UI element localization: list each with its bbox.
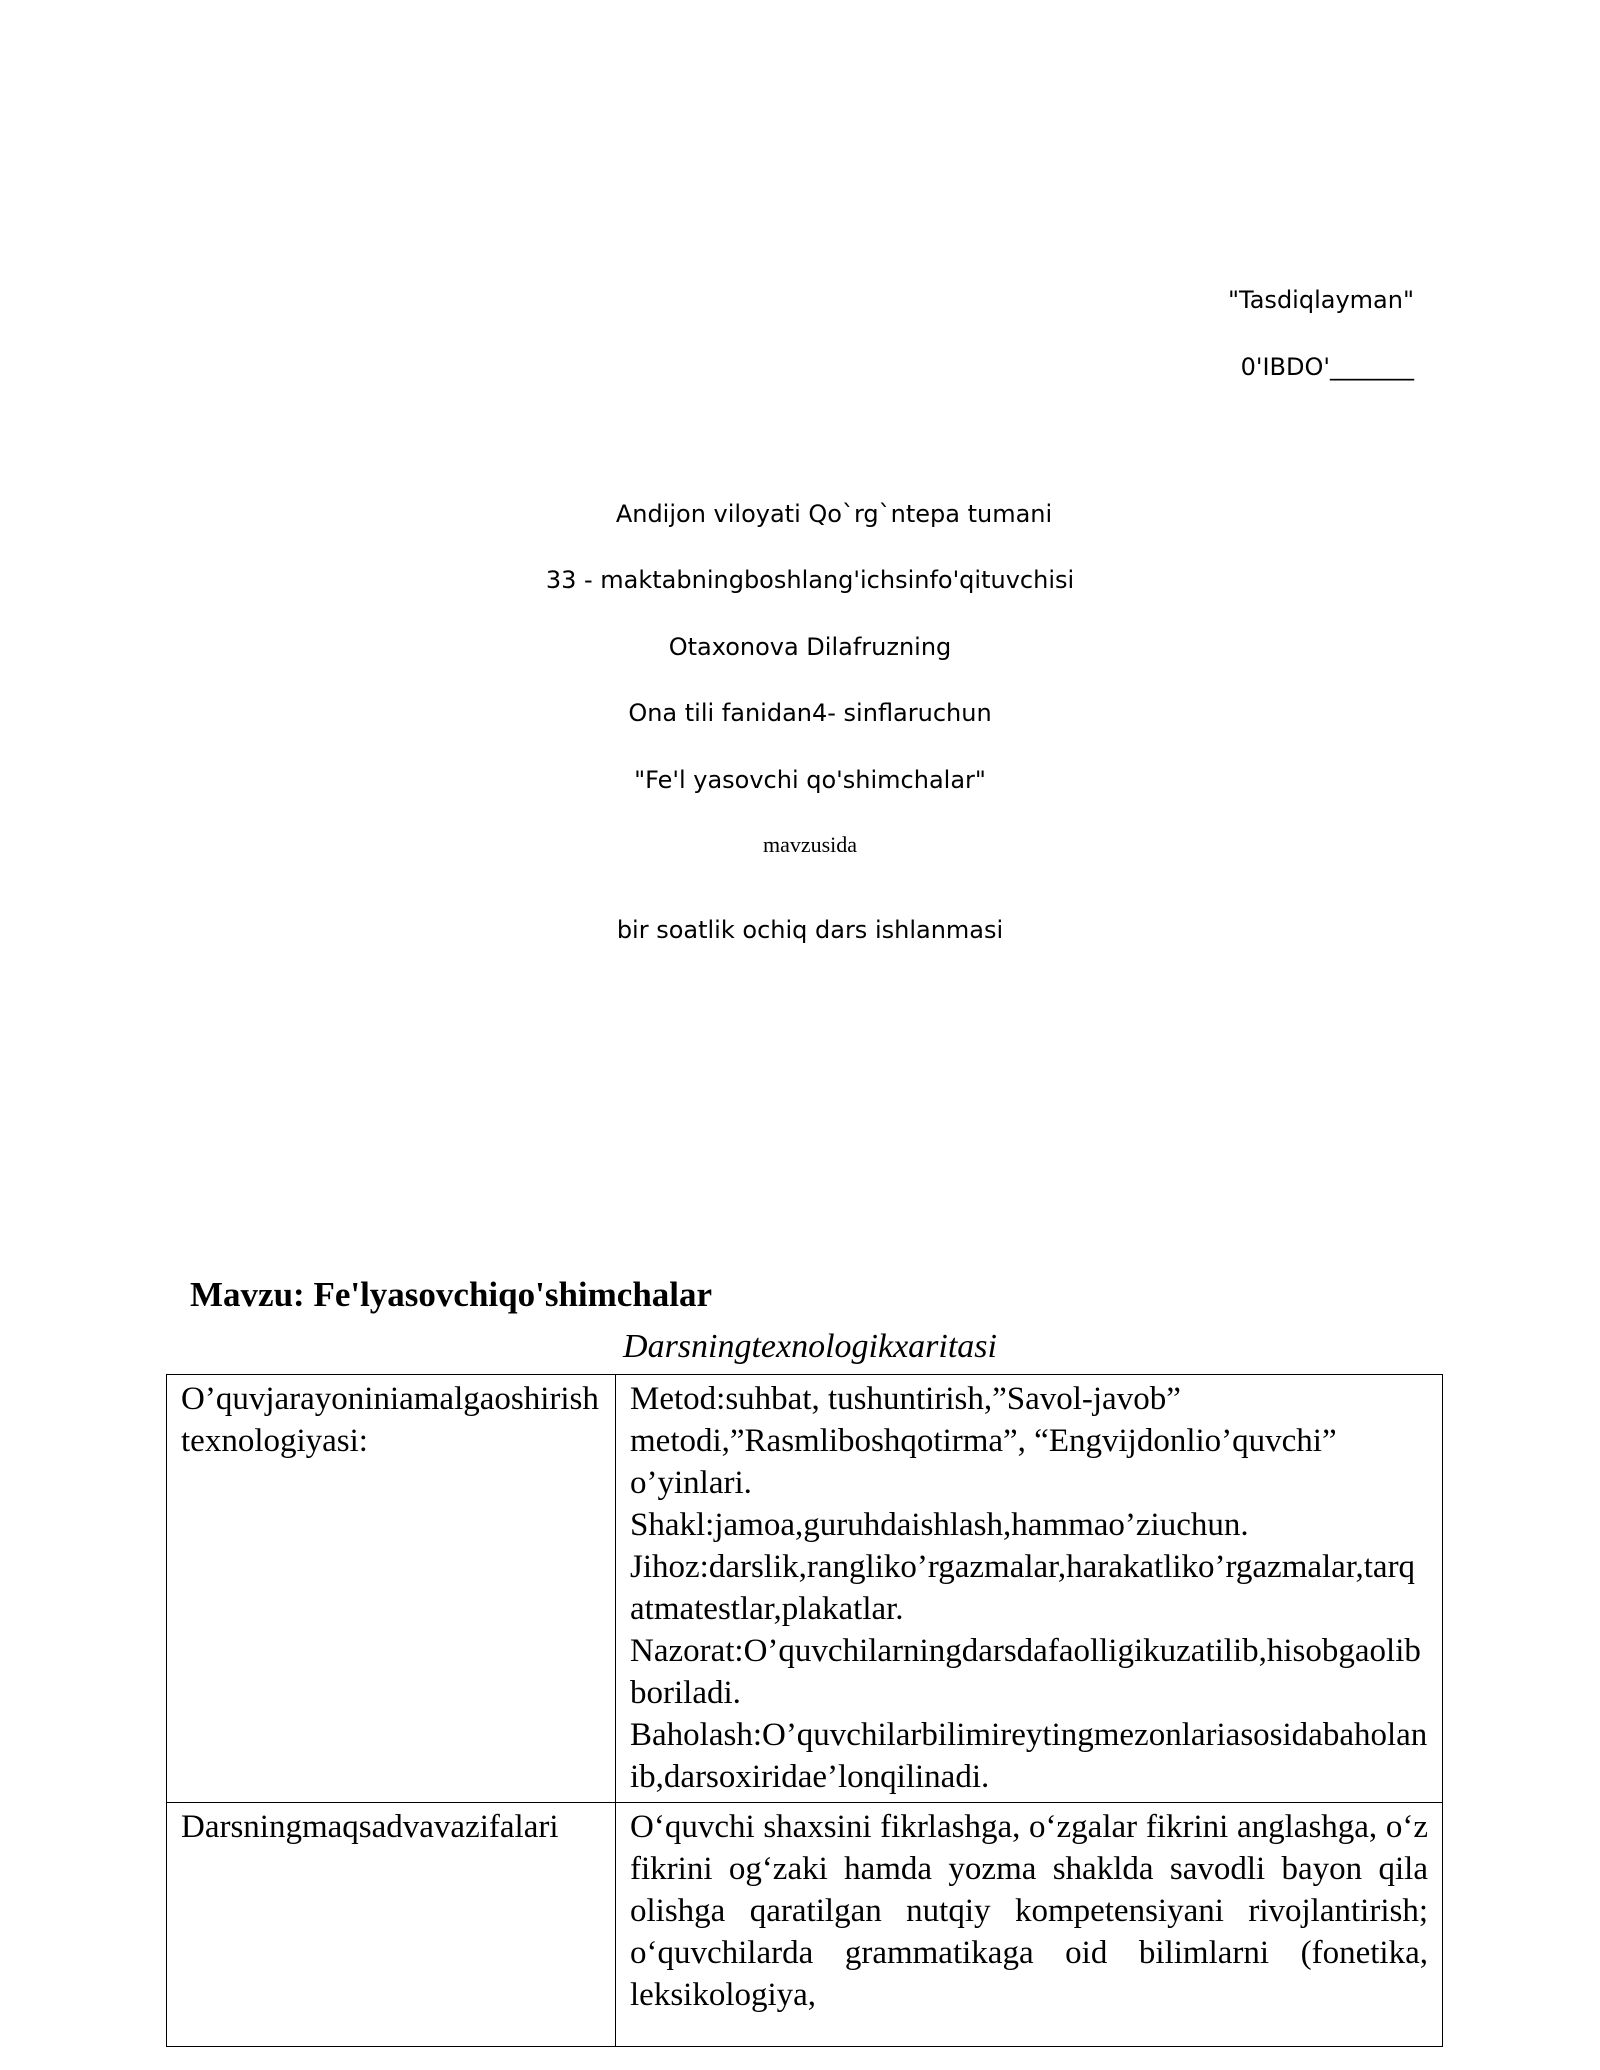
topic-heading: Mavzu: Fe'lyasovchiqo'shimchalar	[190, 1275, 713, 1314]
row-content	[616, 1375, 1443, 1803]
school-line: 33 - maktabningboshlang'ichsinfo'qituvchisi	[545, 566, 1075, 594]
form-text: Shakl:jamoa,guruhdaishlash,hammao’ziuchun.	[630, 1507, 1249, 1543]
mavzusida-label: mavzusida	[762, 832, 858, 857]
region-line: Andijon viloyati Qo`rg`ntepa tumani	[615, 500, 1053, 528]
goals-text: O‘quvchi shaxsini fikrlashga, o‘zgalar fikrini anglashga, o‘z fikrini og‘zaki hamda yozma shaklda savodli bayon qila olishga qaratilgan nutqiy kompetensiyani rivojlantirish; o‘quvchilarda grammatikaga oid bilimlarni (fonetika, leksikologiya,	[616, 1803, 1443, 2047]
assessment-text: Baholash:O’quvchilarbilimireytingmezonlariasosidabaholanib,darsoxiridae’lonqilinadi.	[630, 1717, 1428, 1795]
lesson-type: bir soatlik ochiq dars ishlanmasi	[616, 916, 1004, 944]
equipment-text: Jihoz:darslik,rangliko’rgazmalar,harakatliko’rgazmalar,tarqatmatestlar,plakatlar.	[630, 1549, 1416, 1627]
lesson-title: "Fe'l yasovchi qo'shimchalar"	[634, 766, 986, 794]
table-row	[167, 1803, 1443, 2047]
technology-map-table	[166, 1374, 1443, 2047]
row-label: O’quvjarayoniniamalgaoshirishtexnologiyasi:	[167, 1375, 616, 1803]
approval-line: "Tasdiqlayman"	[1228, 286, 1414, 314]
control-text: Nazorat:O’quvchilarningdarsdafaolligikuzatilib,hisobgaolibboriladi.	[630, 1633, 1421, 1711]
teacher-name: Otaxonova Dilafruzning	[668, 633, 952, 661]
table-subtitle: Darsningtexnologikxaritasi	[623, 1328, 997, 1365]
row-label: Darsningmaqsadvavazifalari	[167, 1803, 616, 2047]
approval-signature-line: 0'IBDO'_______	[1240, 353, 1414, 381]
subject-line: Ona tili fanidan4- sinflaruchun	[628, 699, 992, 727]
table-row	[167, 1375, 1443, 1803]
method-text: Metod:suhbat, tushuntirish,”Savol-javob” metodi,”Rasmliboshqotirma”, “Engvijdonlio’quvchi” o’yinlari.	[630, 1381, 1337, 1501]
